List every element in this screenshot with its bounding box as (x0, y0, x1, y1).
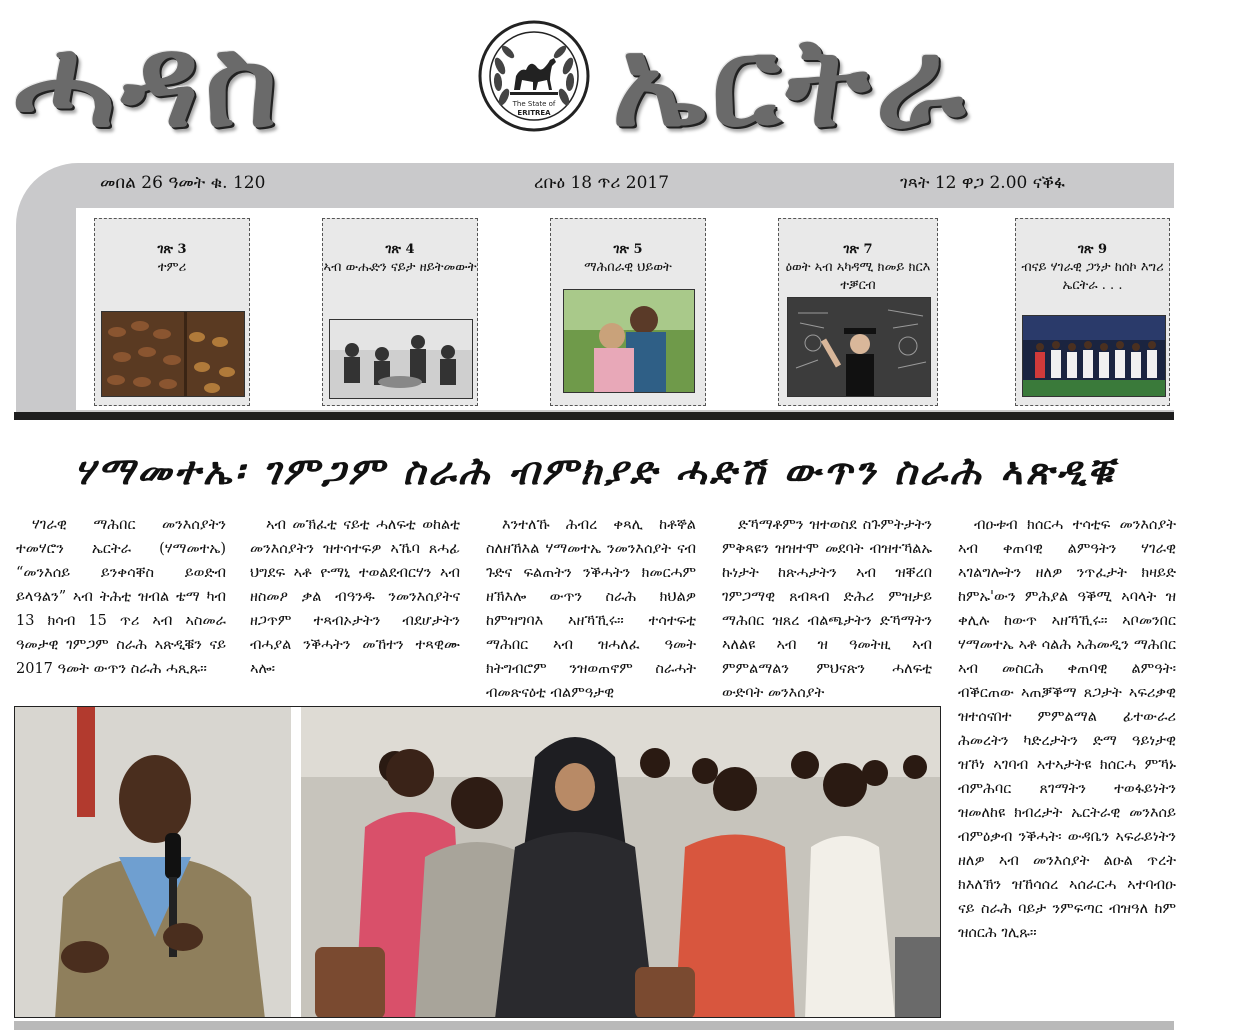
teaser-page-9[interactable] (1015, 218, 1170, 406)
masthead-title-left: ሓዳስ (14, 10, 284, 155)
article-column-3 (486, 513, 696, 703)
teaser-page-3[interactable] (94, 218, 250, 406)
teaser-title: ኣብ ውሑድን ናይታ ዘይትመውት (323, 260, 477, 275)
embrace-photo (563, 289, 695, 393)
article-column-5 (958, 513, 1176, 1013)
teaser-page-number: ገጽ 9 (1077, 242, 1108, 257)
article-column-2 (250, 513, 460, 703)
masthead (0, 0, 1242, 162)
teaser-title: ብናይ ሃገራዊ ጋንታ ከሰኮ እግሪ ኤርትራ . . . (1021, 260, 1164, 293)
teaser-page-number: ገጽ 5 (613, 242, 643, 257)
page-count-price: ገጻት 12 ዋጋ 2.00 ናቕፋ (900, 173, 1065, 193)
bottom-rule (14, 1021, 1174, 1030)
teaser-page-number: ገጽ 3 (157, 242, 187, 257)
meeting-photo (329, 319, 473, 399)
issue-number: መበል 26 ዓመት ቁ. 120 (100, 173, 266, 193)
teaser-page-5[interactable] (550, 218, 706, 406)
teaser-page-number: ገጽ 4 (385, 242, 415, 257)
divider-rule (14, 412, 1174, 420)
masthead-title-right: ኤርትራ (612, 10, 972, 155)
article-headline: ሃማመተኤ፡ ገምጋም ስራሕ ብምክያድ ሓድሽ ውጥን ስራሕ ኣጽዲቑ (74, 448, 1116, 493)
publication-date: ረቡዕ 18 ጥሪ 2017 (534, 173, 670, 193)
conference-participants-photo (14, 706, 941, 1018)
teaser-page-7[interactable] (778, 218, 938, 406)
svg-text:The State of: The State of (512, 100, 556, 108)
teaser-title: ማሕበራዊ ህይወት (584, 260, 672, 275)
column-text: ኣብ መኽፈቲ ናይቲ ሓለፍቲ ወከልቲ መንእሰያትን ዝተሳተፍዎ ኣኼባ ጸሓፊ ህግደፍ ኣቶ ዮማኒ ተወልደብርሃን ኣብ ዘስመዖ ቃል ብዓንዱ ንመንእሰያትና ዘጋጥም ተጻብኦታትን ብደሆታትን ብሓያል ንቕሓትን መኸተን ተጻዊሙ ኣሎ፡ (250, 517, 460, 677)
svg-text:ERITREA: ERITREA (517, 109, 551, 117)
dates-photo (101, 311, 245, 397)
article-column-4 (722, 513, 932, 703)
column-text: ብዑቱብ ክሰርሓ ተሳቲፍ መንእሰያት ኣብ ቀጠባዊ ልምዓትን ሃገራዊ ኣገልግሎትን ዘለዎ ንጥፈታት ክዛይድ ከምኡ'ውን ምሕያል ዓቕሚ ኣባላት ዝ ቀሊሉ ከውጥ ኣዘኻኺሩ። ኣቦመንበር ሃማመተኤ ኣቶ ሳልሕ ኣሕመዲን ማሕበር ኣብ መስርሕ ቀጠባዊ ልምዓት፡ ብቕርጠው ኣጠቓቕማ ጸጋታት ኣፍሪቃዊ ዝተሰናበተ ምምልማል ፊተውራሪ ሕመረትን ካድረታትን ድማ ዓይነታዊ ዝኾነ ኣገባብ ኣተኣታትዩ ክሰርሓ ምኻኑ ብምሕባር ጸገማትን ተወፋይነትን ዝመለከዩ ክብረታት ኤርትራዊ መንእሰይ ብምዕቃብ ንቕሓት፡ ውዳቤን ኣፍራይነትን ዘለዎ ኣብ መንእሰያት ልዑል ጥረት ክእለኽን ዝኸሳሰረ ኣሰራርሓ ኣተባብዑ ናይ ስራሕ ባይታ ንምፍጣር ብዝዓለ ከም ዝሰርሕ ገሊጹ። (958, 517, 1176, 941)
graduate-photo (787, 297, 931, 397)
column-text: እንተለኹ ሕብረ ቀጻሊ ከቶኞል ስለዘኸእል ሃማመተኤ ንመንእሰያት ናብ ጉድና ፍልጠትን ንቕሓትን ክመርሓም ዘኽእሎ ውጥን ስራሕ ክህልዎ ከምዝግባእ ኣዘኻኺሩ። ተሳተፍቲ ማሕበር ኣብ ዝሓለፈ ዓመት ክትግብሮም ንዝወጠኖም ስራሓት ብመጽናዕቲ ብልምዓታዊ (486, 517, 696, 701)
teaser-title: ዕወት ኣብ ኣካዳሚ ክመይ ክርእ ተቓርብ (785, 260, 931, 293)
state-seal-logo (478, 20, 590, 132)
article-column-1 (16, 513, 226, 703)
column-text: ድኻማቶምን ዝተወስደ ስጉምትታትን ምቅጻዩን ዝዝተሞ መደባት ብዝተኻልኡ ኩነታት ከጽሓታትን ኣብ ዝቐረበ ገምጋማዊ ጸብጻብ ድሕሪ ምዝታይ ማሕበር ዝጸረ ብልጫታትን ድኻማትን ኣለልዩ ኣብ ዝ ዓመትዚ ኣብ ምምልማልን ምህናጽን ሓለፍቲ ውድባት መንእሰያት (722, 517, 932, 701)
teaser-page-4[interactable] (322, 218, 478, 406)
teaser-page-number: ገጽ 7 (843, 242, 873, 257)
team-photo (1022, 315, 1166, 397)
teaser-title: ተምሪ (157, 260, 187, 275)
column-text: ሃገራዊ ማሕበር መንእሰያትን ተመሃሮን ኤርትራ (ሃማመተኤ) “መንእሰይ ይንቀሳቐስ ይወድብ ይላዓልን” ኣብ ትሕቲ ዝብል ቴማ ካብ 13 ክሳብ 15 ጥሪ ኣብ ኣስመራ ዓመታዊ ገምጋም ስራሕ ኣጽዲቑን ናይ 2017 ዓመት ውጥን ስራሕ ሓጺጹ። (16, 517, 226, 677)
